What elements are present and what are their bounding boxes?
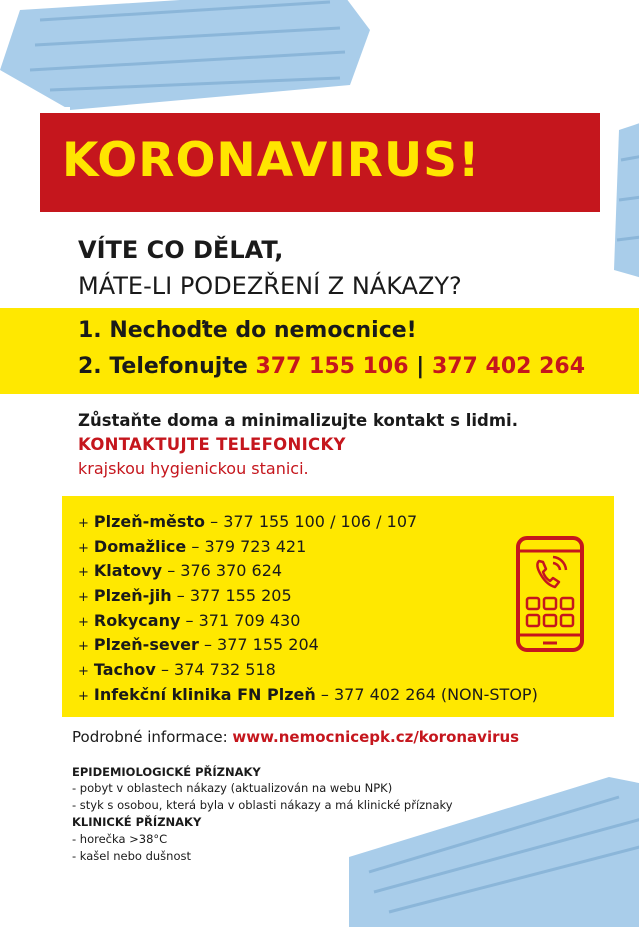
station-name: Domažlice [93,536,187,556]
plus-icon: + [78,590,89,606]
list-item: - horečka >38°C [72,832,168,846]
dash: – [320,684,329,704]
station-name: Plzeň-sever [93,635,199,655]
station-phone[interactable]: 377 402 264 (NON-STOP) [333,684,538,704]
station-phone[interactable]: 376 370 624 [180,561,283,581]
plus-icon: + [78,688,89,704]
more-info-label: Podrobné informace: [72,728,228,746]
phone-number-2[interactable]: 377 402 264 [431,354,586,379]
plus-icon: + [78,664,89,680]
plus-icon: + [78,516,89,531]
page-title: KORONAVIRUS! [62,133,481,188]
list-item: - styk s osobou, která byla v oblasti nákazy a má klinické příznaky [72,798,453,812]
station-name: Klatovy [93,561,163,581]
list-item: - pobyt v oblastech nákazy (aktualizován na webu NPK) [72,781,393,795]
step-2 [78,354,585,379]
dash: – [191,536,200,556]
list-item [78,537,538,562]
info-link[interactable]: www.nemocnicepk.cz/koronavirus [232,728,520,746]
station-phone[interactable]: 377 155 100 / 106 / 107 [223,512,418,531]
station-phone[interactable]: 379 723 421 [204,536,307,556]
step-1: 1. Nechoďte do nemocnice! [78,318,417,343]
station-phone[interactable]: 371 709 430 [198,610,301,630]
plus-icon: + [78,540,89,556]
plus-icon: + [78,614,89,630]
phone-number-1[interactable]: 377 155 106 [255,354,409,379]
dash: – [203,635,212,655]
phone-separator: | [416,354,425,379]
station-phone[interactable]: 377 155 204 [217,635,319,655]
dash: – [167,561,176,581]
station-name: Tachov [93,660,156,680]
station-name: Plzeň-město [93,512,205,531]
face-mask-illustration [0,0,380,110]
clinical-heading: KLINICKÉ PŘÍZNAKY [72,815,202,829]
list-item [78,635,538,660]
list-item [78,561,538,586]
dash: – [185,610,194,630]
list-item [78,611,538,636]
station-name: Plzeň-jih [93,586,172,606]
station-phone[interactable]: 377 155 205 [189,586,292,606]
list-item: - kašel nebo dušnost [72,849,191,863]
step-2-label: 2. Telefonujte [78,354,248,379]
plus-icon: + [78,639,89,655]
stay-home-advice: Zůstaňte doma a minimalizujte kontakt s lidmi. [78,411,518,430]
smartphone-call-icon [515,535,585,653]
region-advice: krajskou hygienickou stanici. [78,459,309,478]
list-item [78,685,538,710]
station-phone[interactable]: 374 732 518 [174,660,276,680]
list-item [78,586,538,611]
dash: – [160,660,169,680]
contact-heading: KONTAKTUJTE TELEFONICKY [78,435,346,454]
list-item [78,512,538,537]
plus-icon: + [78,565,89,581]
question-line-1: VÍTE CO DĚLAT, [78,236,284,264]
question-line-2: MÁTE-LI PODEZŘENÍ Z NÁKAZY? [78,272,462,300]
station-list [78,512,538,710]
more-info [72,728,519,746]
station-name: Rokycany [93,610,181,630]
station-name: Infekční klinika FN Plzeň [93,684,316,704]
list-item [78,660,538,685]
face-mask-illustration [609,120,639,280]
epidemiological-heading: EPIDEMIOLOGICKÉ PŘÍZNAKY [72,765,261,779]
dash: – [210,512,219,531]
dash: – [176,586,185,606]
